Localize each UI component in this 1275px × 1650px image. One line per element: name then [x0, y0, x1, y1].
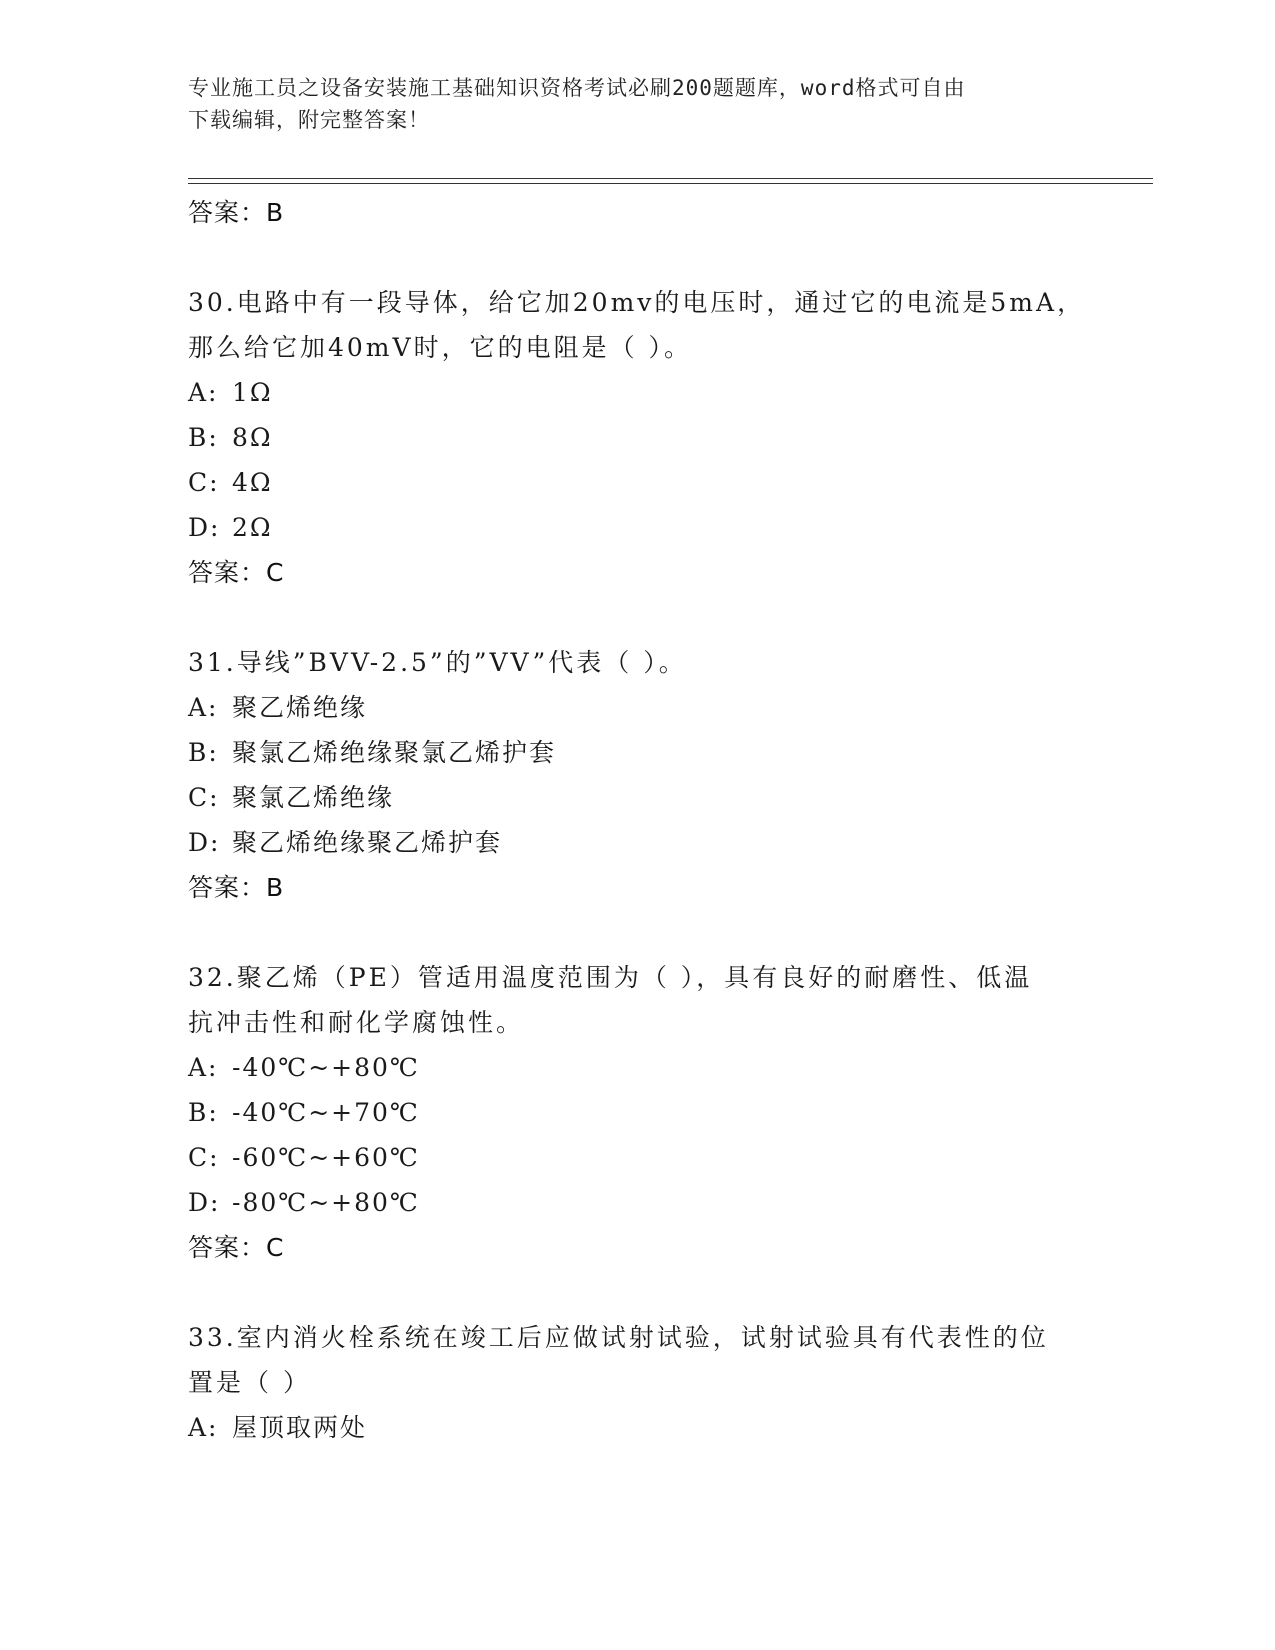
- option-text: -60℃~+60℃: [232, 1143, 420, 1172]
- option-text: 聚乙烯绝缘: [232, 693, 368, 722]
- option-letter: A:: [188, 378, 219, 407]
- option-letter: C:: [188, 468, 220, 497]
- question-31-option-a: [188, 685, 1088, 730]
- option-text: 1Ω: [232, 378, 273, 407]
- option-text: 2Ω: [232, 513, 273, 542]
- question-31-option-c: [188, 775, 1088, 820]
- question-32-text-line-2: 抗冲击性和耐化学腐蚀性。: [188, 1008, 525, 1037]
- option-letter: B:: [188, 1098, 219, 1127]
- option-text: -40℃~+70℃: [232, 1098, 420, 1127]
- document-body: [188, 190, 1088, 1450]
- option-letter: A:: [188, 1413, 219, 1442]
- question-32: [188, 955, 1088, 1271]
- question-32-option-a: [188, 1045, 1088, 1090]
- answer-q31: 答案：B: [188, 873, 285, 902]
- option-text: 聚氯乙烯绝缘聚氯乙烯护套: [232, 738, 557, 767]
- question-30-option-b: [188, 415, 1088, 460]
- page-header: [188, 72, 1088, 136]
- option-text: 8Ω: [232, 423, 273, 452]
- question-30-text-line-2: 那么给它加40mV时，它的电阻是（ ）。: [188, 333, 693, 362]
- question-32-option-c: [188, 1135, 1088, 1180]
- question-30: [188, 280, 1088, 596]
- option-letter: B:: [188, 423, 219, 452]
- option-letter: C:: [188, 783, 220, 812]
- question-31-text-line-1: 31.导线”BVV-2.5”的”VV”代表（ ）。: [188, 648, 687, 677]
- question-33: [188, 1315, 1088, 1450]
- option-letter: D:: [188, 828, 221, 857]
- option-letter: A:: [188, 1053, 219, 1082]
- option-letter: C:: [188, 1143, 220, 1172]
- question-33-text-line-2: 置是（ ）: [188, 1368, 311, 1397]
- question-30-option-a: [188, 370, 1088, 415]
- header-line-2: 下载编辑，附完整答案！: [188, 108, 430, 132]
- question-33-text-line-1: 33.室内消火栓系统在竣工后应做试射试验，试射试验具有代表性的位: [188, 1323, 1049, 1352]
- answer-q29: 答案：B: [188, 198, 285, 227]
- answer-q30: 答案：C: [188, 558, 285, 587]
- question-31-option-b: [188, 730, 1088, 775]
- question-30-option-c: [188, 460, 1088, 505]
- option-letter: D:: [188, 1188, 221, 1217]
- option-text: 4Ω: [232, 468, 273, 497]
- question-32-option-d: [188, 1180, 1088, 1225]
- question-33-option-a: [188, 1405, 1088, 1450]
- option-text: 聚乙烯绝缘聚乙烯护套: [232, 828, 503, 857]
- option-letter: B:: [188, 738, 219, 767]
- question-31-option-d: [188, 820, 1088, 865]
- option-text: -40℃~+80℃: [232, 1053, 420, 1082]
- question-30-text-line-1: 30.电路中有一段导体，给它加20mv的电压时，通过它的电流是5mA，: [188, 288, 1086, 317]
- header-divider: [188, 178, 1153, 184]
- question-32-option-b: [188, 1090, 1088, 1135]
- answer-q32: 答案：C: [188, 1233, 285, 1262]
- option-text: 屋顶取两处: [232, 1413, 368, 1442]
- question-31: [188, 640, 1088, 911]
- question-32-text-line-1: 32.聚乙烯（PE）管适用温度范围为（ ），具有良好的耐磨性、低温: [188, 963, 1033, 992]
- option-letter: A:: [188, 693, 219, 722]
- option-text: -80℃~+80℃: [232, 1188, 420, 1217]
- question-30-option-d: [188, 505, 1088, 550]
- header-line-1: 专业施工员之设备安装施工基础知识资格考试必刷200题题库，word格式可自由: [188, 76, 966, 100]
- option-letter: D:: [188, 513, 221, 542]
- option-text: 聚氯乙烯绝缘: [232, 783, 395, 812]
